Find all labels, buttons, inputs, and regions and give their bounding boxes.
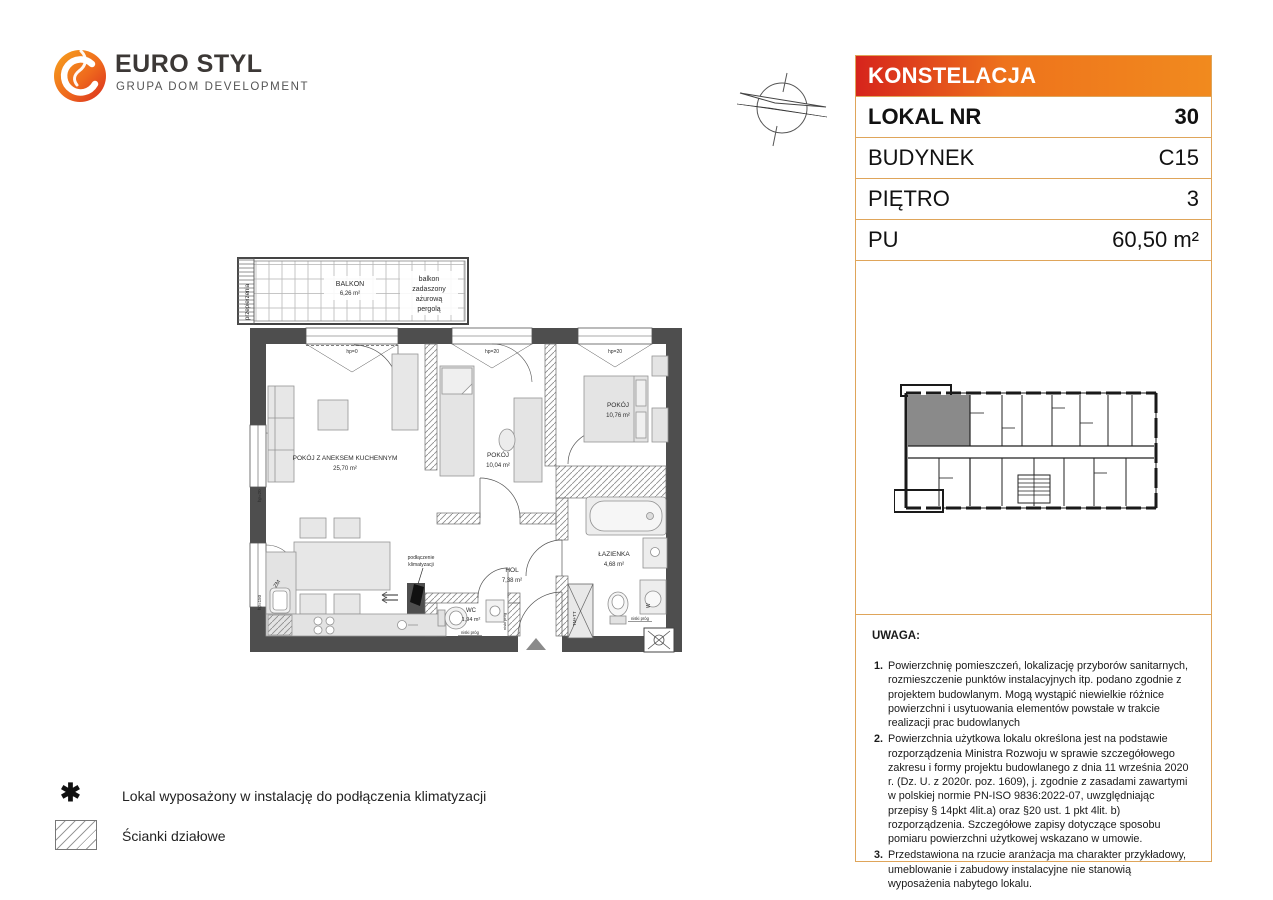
right-room-furniture (584, 356, 668, 442)
compass-icon (720, 50, 835, 170)
row-pietro (856, 178, 1211, 219)
legend-walls-text: Ścianki działowe (122, 828, 226, 844)
hall-area: 7,38 m² (501, 578, 523, 584)
row-lokal-nr (856, 96, 1211, 137)
bathroom-fixtures (586, 497, 667, 624)
balcony (238, 258, 468, 324)
unit-info-panel (855, 55, 1212, 890)
brand-name: EURO STYL (115, 50, 263, 78)
hall-label: HOL (505, 567, 519, 574)
row-lokal-nr-label: LOKAL NR (868, 104, 982, 129)
ac-outdoor-unit (644, 628, 674, 652)
svg-text:hp=150: hp=150 (257, 594, 262, 610)
building-key-plan-cell (856, 260, 1211, 614)
apartment-floor-plan (230, 250, 690, 662)
building-key-plan (894, 383, 1164, 519)
highlighted-unit (908, 395, 970, 446)
note-item-3: 3. Przedstawiona na rzucie aranżacja ma charakter przykładowy, umeblowanie i zabudowy instalacyjne nie stanowią wyposażenia nabytego lokalu. (873, 849, 1187, 890)
room-right-area: 10,76 m² (606, 413, 630, 419)
svg-text:W: W (646, 603, 652, 608)
room-living-area: 25,70 m² (333, 466, 357, 472)
row-budynek (856, 137, 1211, 178)
svg-text:hp=20: hp=20 (257, 489, 262, 502)
legend-ac-text: Lokal wyposażony w instalację do podłączenia klimatyzacji (122, 788, 487, 804)
balcony-label: BALKON (335, 281, 365, 288)
row-lokal-nr-value: 30 (1174, 104, 1199, 129)
svg-text:balkon: balkon (418, 276, 440, 283)
svg-text:niski próg: niski próg (461, 630, 479, 635)
bathroom-label: ŁAZIENKA (598, 551, 630, 558)
keyplan-stairwell (1018, 475, 1050, 503)
svg-text:hp=0: hp=0 (346, 349, 358, 355)
eurostyl-flame-icon (50, 42, 114, 106)
svg-text:TM+TT: TM+TT (572, 611, 577, 626)
legend-partition-hatch-icon (55, 820, 97, 850)
legend-asterisk-icon: ✱ (60, 779, 81, 807)
dishwasher-label: ZM (272, 579, 283, 590)
bathroom-area: 4,68 m² (603, 562, 625, 568)
svg-text:hp=20: hp=20 (484, 349, 500, 355)
wc-fixtures (438, 600, 504, 629)
note-item-2: 2. Powierzchnia użytkowa lokalu określona jest na podstawie rozporządzenia Ministra Rozwoju w sprawie szczegółowego zakresu i formy projektu budowlanego z dnia 11 września 2020 r. (Dz. U. z 2020r. poz. 1609), j. zgodnie z zasadami zawartymi w polskiej normie PN-ISO 9836:2022-07, uwzględniając przepisy § 14pkt 4lit.a) oraz §20 ust. 1 pkt 4lit. b) rozporządzenia. Szczegółowe zapisy dotyczące sposobu pomiaru powierzchni użytkowej wskazano w umowie. (873, 733, 1189, 846)
room-living-label: POKÓJ Z ANEKSEM KUCHENNYM (292, 455, 398, 462)
room-mid-area: 10,04 m² (486, 463, 510, 469)
balcony-screen-label: przepierzenia (245, 283, 251, 320)
svg-text:ażurową: ażurową (415, 296, 443, 303)
brand-tagline: GRUPA DOM DEVELOPMENT (116, 81, 310, 93)
wc-label: WC (466, 608, 476, 614)
svg-text:niski próg: niski próg (631, 616, 649, 621)
room-right-label: POKÓJ (606, 402, 630, 409)
row-pu (856, 219, 1211, 260)
row-budynek-value: C15 (1158, 145, 1199, 170)
notes-title: UWAGA: (872, 630, 920, 642)
shaft (568, 584, 593, 638)
svg-text:klimatyzacji: klimatyzacji (408, 562, 434, 568)
note-item-1: 1. Powierzchnię pomieszczeń, lokalizację przyborów sanitarnych, rozmieszczenie punktów instalacyjnych itp. podano zgodnie z projektem budowlanym. Mogą wystąpić niewielkie różnice powierzchni i usytuowania elementów powstałe w trakcie realizacji prac budowlanych (873, 660, 1189, 730)
row-pu-value: 60,50 m² (1112, 227, 1199, 252)
room-mid-label: POKÓJ (486, 452, 510, 459)
wc-area: 1,94 m² (461, 617, 481, 623)
project-title: KONSTELACJA (856, 56, 1211, 96)
row-budynek-label: BUDYNEK (868, 145, 975, 170)
row-pietro-label: PIĘTRO (868, 186, 950, 211)
svg-text:podłączenie: podłączenie (407, 555, 435, 561)
svg-text:pergolą: pergolą (417, 306, 441, 313)
balcony-area: 6,26 m² (339, 291, 361, 297)
row-pietro-value: 3 (1186, 186, 1199, 211)
svg-text:hp=20: hp=20 (607, 349, 623, 355)
notes-section (856, 614, 1211, 900)
svg-text:niski próg: niski próg (502, 612, 507, 630)
svg-text:zadaszony: zadaszony (412, 286, 446, 293)
row-pu-label: PU (868, 227, 899, 252)
